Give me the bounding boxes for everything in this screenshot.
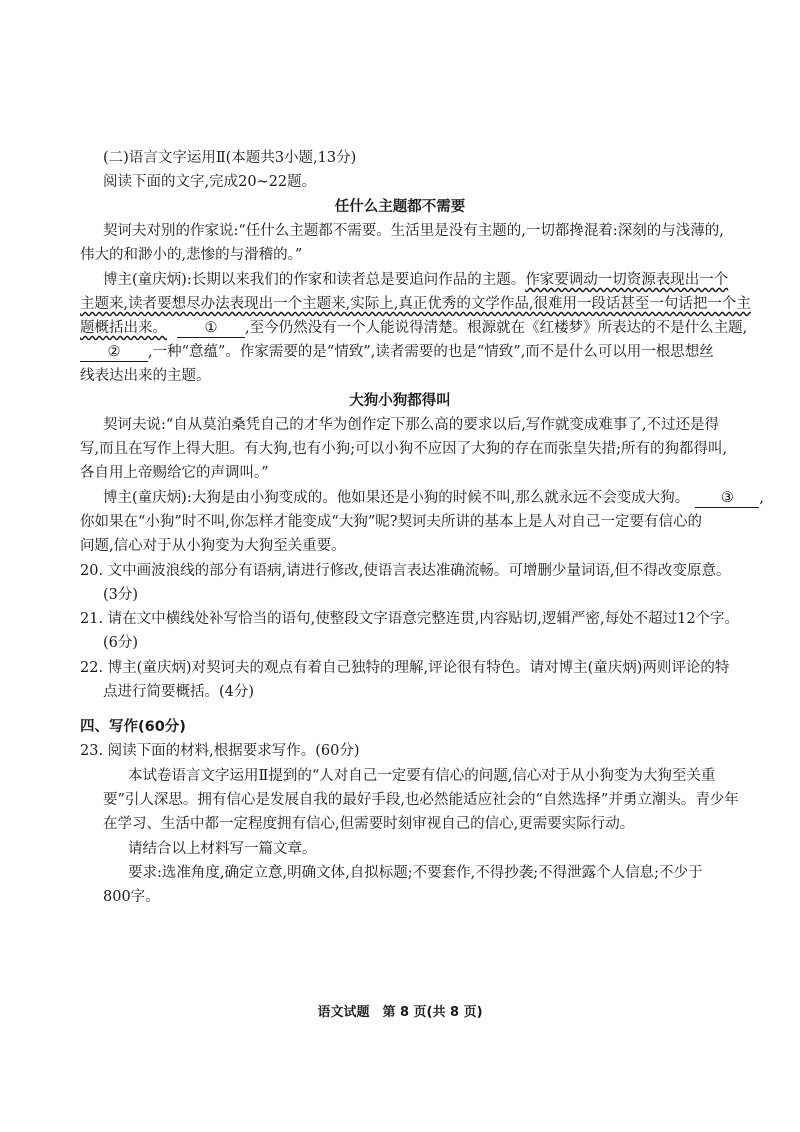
wavy-underline-text: 主题来,读者要想尽办法表现出一个主题来,实际上,真正优秀的文学作品,很难用一段话甚至一句话把一个主 bbox=[80, 296, 751, 312]
passage2-para2-line3: 问题,信心对于从小狗变为大狗至关重要。 bbox=[80, 538, 346, 554]
wavy-underline-text: 题概括出来。 bbox=[80, 320, 167, 336]
question-21-line2: (6分) bbox=[103, 635, 139, 651]
requirement-line1: 要求:选准角度,确定立意,明确文体,自拟标题;不要套作,不得抄袭;不得泄露个人信息;不少于 bbox=[128, 865, 703, 881]
section4-heading: 四、写作(60分) bbox=[80, 719, 186, 735]
text: 博主(童庆炳):长期以来我们的作家和读者总是要追问作品的主题。 bbox=[103, 272, 526, 288]
section-heading: (二)语言文字运用Ⅱ(本题共3小题,13分) bbox=[103, 150, 357, 166]
question-22-line1: 22. 博主(童庆炳)对契诃夫的观点有着自己独特的理解,评论很有特色。请对博主(童庆炳)两则评论的特 bbox=[80, 660, 730, 676]
passage1-para2-line3 bbox=[80, 318, 747, 338]
material-line1: 本试卷语言文字运用Ⅱ提到的“人对自己一定要有信心的问题,信心对于从小狗变为大狗至关重 bbox=[128, 768, 716, 784]
passage1-para2-line1 bbox=[103, 270, 728, 290]
passage2-para1-line2: 写,而且在写作上得大胆。有大狗,也有小狗;可以小狗不应因了大狗的存在而张皇失措;所有的狗都得叫, bbox=[80, 441, 728, 457]
material-line4: 请结合以上材料写一篇文章。 bbox=[128, 841, 317, 857]
blank-1[interactable]: ① bbox=[177, 319, 245, 338]
blank-2[interactable]: ② bbox=[80, 343, 148, 362]
passage2-para1-line1: 契诃夫说:“自从莫泊桑凭自己的才华为创作定下那么高的要求以后,写作就变成难事了,不过还是得 bbox=[103, 417, 720, 433]
passage2-title: 大狗小狗都得叫 bbox=[349, 393, 451, 409]
passage1-para2-line2 bbox=[80, 294, 751, 314]
text: ,一种“意蕴”。作家需要的是“情致”,读者需要的也是“情致”,而不是什么可以用一根思想丝 bbox=[148, 344, 714, 360]
passage1-para2-line5: 线表达出来的主题。 bbox=[80, 368, 211, 384]
requirement-line2: 800字。 bbox=[103, 889, 160, 905]
material-line2: 要”引人深思。拥有信心是发展自我的最好手段,也必然能适应社会的“自然选择”并勇立潮头。青少年 bbox=[103, 792, 739, 808]
passage1-title: 任什么主题都不需要 bbox=[334, 199, 466, 215]
passage2-para1-line3: 各自用上帝赐给它的声调叫。” bbox=[80, 465, 269, 481]
passage1-para1-line2: 伟大的和渺小的,悲惨的与滑稽的。” bbox=[80, 247, 303, 263]
text: ,至今仍然没有一个人能说得清楚。根源就在《红楼梦》所表达的不是什么主题, bbox=[245, 320, 748, 336]
text: 博主(童庆炳):大狗是由小狗变成的。他如果还是小狗的时候不叫,那么就永远不会变成大狗。 bbox=[103, 490, 690, 506]
passage1-para2-line4 bbox=[80, 342, 714, 362]
passage2-para2-line1 bbox=[103, 488, 764, 508]
passage1-para1-line1: 契诃夫对别的作家说:“任什么主题都不需要。生活里是没有主题的,一切都搀混着:深刻的与浅薄的, bbox=[103, 223, 724, 239]
text: , bbox=[759, 490, 764, 506]
question-20-line1: 20. 文中画波浪线的部分有语病,请进行修改,使语言表达准确流畅。可增删少量词语,但不得改变原意。 bbox=[80, 563, 731, 579]
wavy-underline-text: 作家要调动一切资源表现出一个 bbox=[525, 272, 729, 288]
blank-3[interactable]: ③ bbox=[695, 489, 759, 508]
instruction: 阅读下面的文字,完成20~22题。 bbox=[103, 174, 317, 190]
question-20-line2: (3分) bbox=[103, 587, 139, 603]
page-footer: 语文试题 第 8 页(共 8 页) bbox=[317, 1005, 483, 1020]
passage2-para2-line2: 你如果在“小狗”时不叫,你怎样才能变成“大狗”呢?契诃夫所讲的基本上是人对自己一定要有信心的 bbox=[80, 514, 703, 530]
material-line3: 在学习、生活中都一定程度拥有信心,但需要时刻审视自己的信心,更需要实际行动。 bbox=[103, 816, 635, 832]
question-23: 23. 阅读下面的材料,根据要求写作。(60分) bbox=[80, 743, 360, 759]
question-21-line1: 21. 请在文中横线处补写恰当的语句,使整段文字语意完整连贯,内容贴切,逻辑严密,每处不超过12个字。 bbox=[80, 611, 740, 627]
question-22-line2: 点进行简要概括。(4分) bbox=[103, 684, 255, 700]
